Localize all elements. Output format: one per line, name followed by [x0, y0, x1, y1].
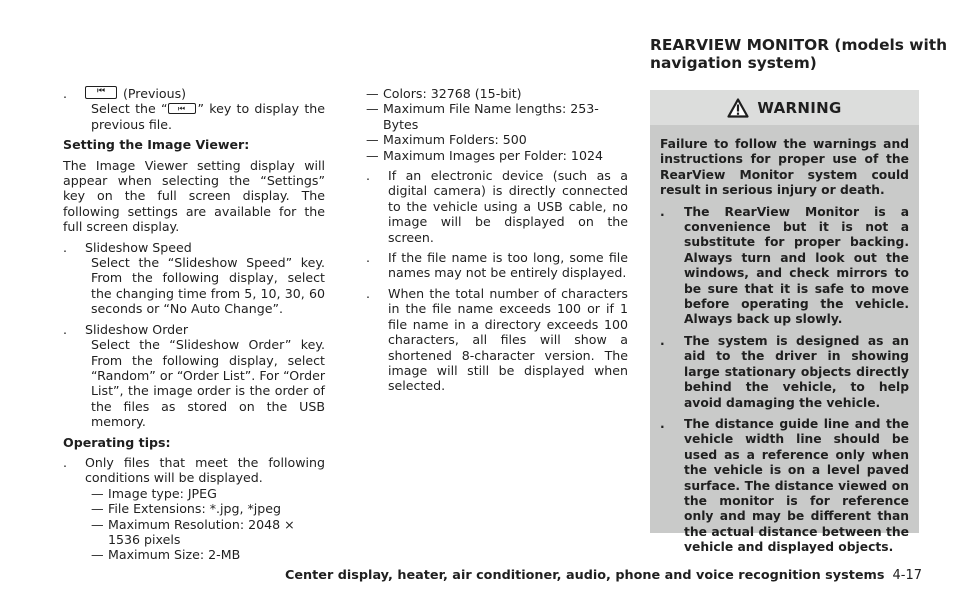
list-item: . If the file name is too long, some file names may not be entirely displayed.	[366, 250, 628, 281]
warning-intro: Failure to follow the warnings and instructions for proper use of the RearView Monitor system could result in serious injury or death.	[660, 137, 909, 198]
list-item	[63, 322, 325, 337]
dash-item: — File Extensions: *.jpg, *jpeg	[91, 501, 282, 517]
list-item: . When the total number of characters in the file name exceeds 100 or if 1 file name in a directory exceeds 100 characters, all files will show a shortened 8-character version. The image will still be displayed when selected.	[366, 286, 628, 394]
setting-heading: Setting the Image Viewer:	[63, 137, 250, 153]
bullet	[63, 86, 85, 101]
operating-tips-heading: Operating tips:	[63, 434, 171, 450]
slideshow-order-label: Slideshow Order	[85, 321, 189, 337]
list-item: . If an electronic device (such as a digital camera) is directly connected to the vehicle using a USB cable, no image will be displayed on the screen.	[366, 168, 628, 245]
warning-triangle-icon	[727, 98, 749, 118]
warning-box	[650, 90, 919, 555]
list-item	[63, 455, 325, 486]
dash-item: — Maximum Resolution: 2048 × 1536 pixels	[91, 516, 295, 547]
previous-description: Select the “⏮ ” key to display the previous file.	[63, 101, 325, 132]
previous-track-icon	[168, 103, 196, 114]
previous-track-icon	[85, 86, 117, 99]
list-item	[63, 240, 325, 255]
dash-item: — Maximum File Name lengths: 253-Bytes	[366, 101, 599, 132]
slideshow-speed-label: Slideshow Speed	[85, 239, 192, 255]
section-title: REARVIEW MONITOR (models with navigation system)	[650, 36, 948, 72]
page-number: 4-17	[892, 568, 922, 583]
list-item: . The distance guide line and the vehicle width line should be used as a reference only when the vehicle is on a level paved surface. The distance viewed on the monitor is for reference only and may be different than the actual distance between the vehicle and displayed objects.	[660, 417, 909, 556]
left-column	[63, 86, 325, 563]
list-item: . The system is designed as an aid to the driver in showing large stationary objects directly behind the vehicle, to help avoid damaging the vehicle.	[660, 334, 909, 411]
warning-header	[650, 90, 919, 125]
dash-item: — Image type: JPEG	[91, 485, 217, 501]
slideshow-order-description: Select the “Slideshow Order” key. From the following display, select “Random” or “Order List”. For “Order List”, the image order is the order of the files as stored on the USB memory.	[91, 337, 325, 430]
previous-label: (Previous)	[123, 86, 187, 101]
warning-body	[650, 125, 919, 556]
warning-title: WARNING	[757, 98, 842, 117]
dash-item: — Maximum Images per Folder: 1024	[366, 147, 603, 163]
dash-item: — Colors: 32768 (15-bit)	[366, 86, 522, 101]
list-item	[63, 86, 325, 101]
setting-paragraph: The Image Viewer setting display will appear when selecting the “Settings” key on the full screen display. The following settings are available for the full screen display.	[63, 157, 325, 235]
tips-bullet: Only files that meet the following conditions will be displayed.	[85, 454, 325, 486]
middle-column	[366, 86, 628, 399]
slideshow-speed-description: Select the “Slideshow Speed” key. From the following display, select the changing time from 5, 10, 30, 60 seconds or “No Auto Change”.	[91, 255, 325, 317]
list-item: . The RearView Monitor is a convenience but it is not a substitute for proper backing. Always turn and look out the windows, and check mirrors to be sure that it is safe to move before operating the vehicle. Always back up slowly.	[660, 205, 909, 328]
dash-item: — Maximum Folders: 500	[366, 132, 527, 148]
page-footer	[285, 568, 922, 583]
chapter-title: Center display, heater, air conditioner, audio, phone and voice recognition systems	[284, 568, 885, 583]
dash-item: — Maximum Size: 2-MB	[91, 547, 241, 563]
